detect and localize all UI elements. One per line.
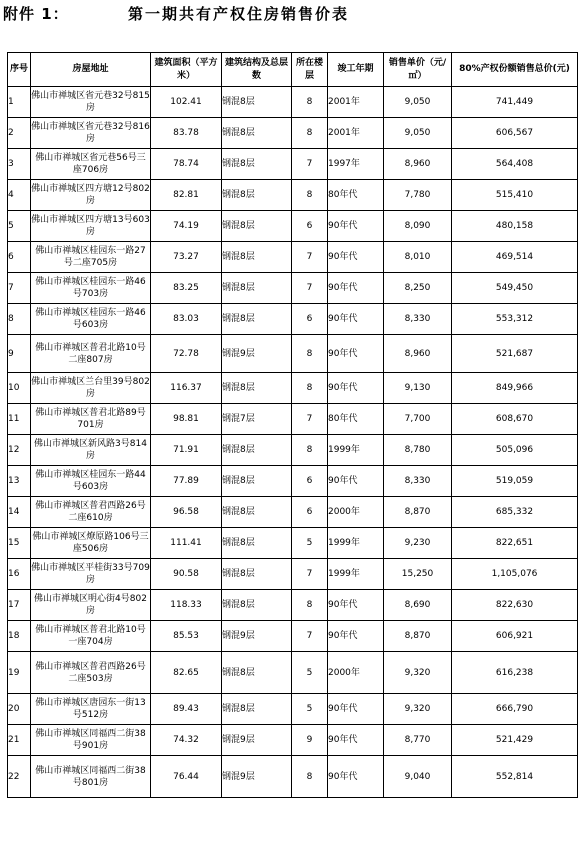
cell-floor: 6 (292, 304, 328, 335)
cell-address: 佛山市禅城区省元巷32号815房 (31, 87, 151, 118)
cell-structure: 钢混8层 (222, 590, 292, 621)
col-header-floor: 所在楼层 (292, 53, 328, 87)
cell-area: 85.53 (151, 621, 222, 652)
table-row (8, 149, 578, 180)
cell-structure: 钢混8层 (222, 652, 292, 694)
cell-total-price: 519,059 (452, 466, 578, 497)
cell-total-price: 849,966 (452, 373, 578, 404)
cell-area: 83.78 (151, 118, 222, 149)
table-row (8, 497, 578, 528)
cell-floor: 7 (292, 149, 328, 180)
table-row (8, 435, 578, 466)
cell-year: 90年代 (328, 725, 384, 756)
cell-total-price: 606,567 (452, 118, 578, 149)
cell-address: 佛山市禅城区燎原路106号三座506房 (31, 528, 151, 559)
cell-index: 7 (8, 273, 31, 304)
cell-area: 82.65 (151, 652, 222, 694)
cell-area: 102.41 (151, 87, 222, 118)
cell-index: 16 (8, 559, 31, 590)
cell-index: 17 (8, 590, 31, 621)
cell-structure: 钢混8层 (222, 559, 292, 590)
cell-area: 74.19 (151, 211, 222, 242)
col-header-index: 序号 (8, 53, 31, 87)
cell-area: 90.58 (151, 559, 222, 590)
cell-index: 20 (8, 694, 31, 725)
cell-unit-price: 8,330 (384, 466, 452, 497)
cell-address: 佛山市禅城区桂园东一路44号603房 (31, 466, 151, 497)
table-row (8, 304, 578, 335)
cell-area: 83.03 (151, 304, 222, 335)
table-row (8, 725, 578, 756)
cell-unit-price: 8,780 (384, 435, 452, 466)
page-title: 第一期共有产权住房销售价表 (128, 5, 350, 23)
cell-structure: 钢混8层 (222, 528, 292, 559)
table-row (8, 559, 578, 590)
cell-area: 73.27 (151, 242, 222, 273)
header-row (8, 53, 578, 87)
cell-floor: 7 (292, 273, 328, 304)
cell-area: 116.37 (151, 373, 222, 404)
cell-address: 佛山市禅城区普君北路89号701房 (31, 404, 151, 435)
cell-unit-price: 7,780 (384, 180, 452, 211)
cell-year: 1999年 (328, 528, 384, 559)
cell-total-price: 616,238 (452, 652, 578, 694)
cell-address: 佛山市禅城区普君北路10号二座807房 (31, 335, 151, 373)
cell-index: 1 (8, 87, 31, 118)
cell-year: 1999年 (328, 559, 384, 590)
cell-floor: 5 (292, 694, 328, 725)
cell-index: 10 (8, 373, 31, 404)
cell-unit-price: 9,130 (384, 373, 452, 404)
cell-total-price: 505,096 (452, 435, 578, 466)
cell-floor: 7 (292, 621, 328, 652)
cell-unit-price: 8,090 (384, 211, 452, 242)
cell-area: 71.91 (151, 435, 222, 466)
cell-address: 佛山市禅城区兰台里39号802房 (31, 373, 151, 404)
cell-year: 1997年 (328, 149, 384, 180)
cell-structure: 钢混8层 (222, 694, 292, 725)
cell-total-price: 741,449 (452, 87, 578, 118)
cell-total-price: 553,312 (452, 304, 578, 335)
cell-total-price: 822,651 (452, 528, 578, 559)
cell-total-price: 666,790 (452, 694, 578, 725)
cell-floor: 8 (292, 435, 328, 466)
table-row (8, 273, 578, 304)
cell-total-price: 564,408 (452, 149, 578, 180)
cell-floor: 8 (292, 118, 328, 149)
cell-address: 佛山市禅城区桂园东一路46号703房 (31, 273, 151, 304)
cell-structure: 钢混8层 (222, 497, 292, 528)
document-header (0, 0, 582, 46)
cell-total-price: 822,630 (452, 590, 578, 621)
cell-total-price: 480,158 (452, 211, 578, 242)
cell-structure: 钢混8层 (222, 373, 292, 404)
cell-area: 83.25 (151, 273, 222, 304)
cell-year: 90年代 (328, 211, 384, 242)
cell-floor: 8 (292, 335, 328, 373)
table-row (8, 211, 578, 242)
cell-address: 佛山市禅城区普君北路10号一座704房 (31, 621, 151, 652)
cell-index: 18 (8, 621, 31, 652)
col-header-structure: 建筑结构及总层数 (222, 53, 292, 87)
cell-floor: 5 (292, 528, 328, 559)
col-header-area: 建筑面积（平方米） (151, 53, 222, 87)
cell-structure: 钢混8层 (222, 118, 292, 149)
cell-index: 15 (8, 528, 31, 559)
cell-address: 佛山市禅城区桂园东一路46号603房 (31, 304, 151, 335)
col-header-unit-price: 销售单价（元/㎡） (384, 53, 452, 87)
cell-structure: 钢混8层 (222, 466, 292, 497)
cell-total-price: 521,687 (452, 335, 578, 373)
cell-area: 118.33 (151, 590, 222, 621)
cell-total-price: 1,105,076 (452, 559, 578, 590)
cell-year: 90年代 (328, 304, 384, 335)
table-body (8, 87, 578, 798)
cell-address: 佛山市禅城区省元巷32号816房 (31, 118, 151, 149)
cell-unit-price: 9,320 (384, 694, 452, 725)
cell-unit-price: 8,010 (384, 242, 452, 273)
cell-index: 4 (8, 180, 31, 211)
cell-area: 111.41 (151, 528, 222, 559)
cell-area: 82.81 (151, 180, 222, 211)
table-header (8, 53, 578, 87)
cell-total-price: 685,332 (452, 497, 578, 528)
cell-year: 2000年 (328, 497, 384, 528)
cell-index: 14 (8, 497, 31, 528)
cell-unit-price: 8,770 (384, 725, 452, 756)
cell-address: 佛山市禅城区新风路3号814房 (31, 435, 151, 466)
cell-unit-price: 9,230 (384, 528, 452, 559)
table-row (8, 621, 578, 652)
cell-structure: 钢混8层 (222, 149, 292, 180)
cell-structure: 钢混7层 (222, 404, 292, 435)
cell-unit-price: 8,690 (384, 590, 452, 621)
cell-address: 佛山市禅城区四方塘12号802房 (31, 180, 151, 211)
cell-floor: 6 (292, 211, 328, 242)
cell-floor: 9 (292, 725, 328, 756)
cell-structure: 钢混8层 (222, 304, 292, 335)
cell-address: 佛山市禅城区明心街4号802房 (31, 590, 151, 621)
cell-area: 98.81 (151, 404, 222, 435)
cell-floor: 7 (292, 242, 328, 273)
cell-unit-price: 15,250 (384, 559, 452, 590)
table-row (8, 694, 578, 725)
table-row (8, 335, 578, 373)
attachment-label: 附件 1： (3, 5, 69, 23)
cell-unit-price: 9,050 (384, 87, 452, 118)
cell-floor: 8 (292, 590, 328, 621)
cell-structure: 钢混8层 (222, 211, 292, 242)
cell-floor: 6 (292, 497, 328, 528)
cell-structure: 钢混8层 (222, 273, 292, 304)
cell-address: 佛山市禅城区省元巷56号三座706房 (31, 149, 151, 180)
cell-area: 74.32 (151, 725, 222, 756)
cell-year: 2001年 (328, 118, 384, 149)
cell-unit-price: 8,960 (384, 335, 452, 373)
cell-unit-price: 8,250 (384, 273, 452, 304)
cell-index: 22 (8, 756, 31, 798)
cell-year: 1999年 (328, 435, 384, 466)
cell-year: 90年代 (328, 335, 384, 373)
cell-unit-price: 8,870 (384, 621, 452, 652)
cell-area: 89.43 (151, 694, 222, 725)
cell-index: 13 (8, 466, 31, 497)
cell-year: 80年代 (328, 404, 384, 435)
cell-structure: 钢混8层 (222, 242, 292, 273)
cell-index: 21 (8, 725, 31, 756)
table-row (8, 466, 578, 497)
cell-address: 佛山市禅城区同福西二街38号801房 (31, 756, 151, 798)
cell-total-price: 521,429 (452, 725, 578, 756)
col-header-address: 房屋地址 (31, 53, 151, 87)
cell-index: 9 (8, 335, 31, 373)
cell-unit-price: 8,330 (384, 304, 452, 335)
cell-year: 90年代 (328, 373, 384, 404)
cell-area: 77.89 (151, 466, 222, 497)
cell-index: 2 (8, 118, 31, 149)
cell-year: 90年代 (328, 273, 384, 304)
cell-year: 90年代 (328, 621, 384, 652)
cell-year: 90年代 (328, 466, 384, 497)
cell-year: 80年代 (328, 180, 384, 211)
table-row (8, 756, 578, 798)
table-row (8, 242, 578, 273)
table-row (8, 118, 578, 149)
cell-floor: 7 (292, 404, 328, 435)
table-row (8, 180, 578, 211)
cell-address: 佛山市禅城区平桂街33号709房 (31, 559, 151, 590)
cell-address: 佛山市禅城区桂园东一路27号二座705房 (31, 242, 151, 273)
price-table (7, 52, 578, 798)
cell-floor: 7 (292, 559, 328, 590)
cell-structure: 钢混8层 (222, 435, 292, 466)
cell-index: 6 (8, 242, 31, 273)
cell-floor: 6 (292, 466, 328, 497)
cell-unit-price: 9,320 (384, 652, 452, 694)
cell-address: 佛山市禅城区普君西路26号二座503房 (31, 652, 151, 694)
cell-floor: 8 (292, 373, 328, 404)
cell-structure: 钢混9层 (222, 756, 292, 798)
table-row (8, 528, 578, 559)
cell-total-price: 552,814 (452, 756, 578, 798)
cell-floor: 8 (292, 87, 328, 118)
cell-address: 佛山市禅城区同福西二街38号901房 (31, 725, 151, 756)
cell-total-price: 549,450 (452, 273, 578, 304)
cell-unit-price: 9,050 (384, 118, 452, 149)
cell-year: 90年代 (328, 756, 384, 798)
cell-unit-price: 8,960 (384, 149, 452, 180)
cell-unit-price: 8,870 (384, 497, 452, 528)
table-row (8, 590, 578, 621)
table-row (8, 87, 578, 118)
cell-index: 5 (8, 211, 31, 242)
cell-unit-price: 7,700 (384, 404, 452, 435)
cell-structure: 钢混9层 (222, 725, 292, 756)
cell-total-price: 469,514 (452, 242, 578, 273)
cell-floor: 5 (292, 652, 328, 694)
cell-unit-price: 9,040 (384, 756, 452, 798)
cell-address: 佛山市禅城区普君西路26号二座610房 (31, 497, 151, 528)
cell-index: 3 (8, 149, 31, 180)
cell-index: 11 (8, 404, 31, 435)
table-row (8, 373, 578, 404)
cell-address: 佛山市禅城区四方塘13号603房 (31, 211, 151, 242)
cell-year: 90年代 (328, 694, 384, 725)
cell-total-price: 515,410 (452, 180, 578, 211)
cell-index: 12 (8, 435, 31, 466)
cell-total-price: 608,670 (452, 404, 578, 435)
table-row (8, 404, 578, 435)
cell-structure: 钢混8层 (222, 87, 292, 118)
cell-year: 2001年 (328, 87, 384, 118)
cell-year: 90年代 (328, 242, 384, 273)
table-row (8, 652, 578, 694)
cell-floor: 8 (292, 756, 328, 798)
cell-area: 96.58 (151, 497, 222, 528)
cell-area: 72.78 (151, 335, 222, 373)
cell-structure: 钢混8层 (222, 180, 292, 211)
cell-area: 78.74 (151, 149, 222, 180)
cell-structure: 钢混9层 (222, 335, 292, 373)
cell-address: 佛山市禅城区唐园东一街13号512房 (31, 694, 151, 725)
cell-floor: 8 (292, 180, 328, 211)
cell-total-price: 606,921 (452, 621, 578, 652)
cell-index: 8 (8, 304, 31, 335)
cell-area: 76.44 (151, 756, 222, 798)
cell-year: 2000年 (328, 652, 384, 694)
col-header-total-price: 80%产权份额销售总价(元) (452, 53, 578, 87)
cell-structure: 钢混9层 (222, 621, 292, 652)
cell-year: 90年代 (328, 590, 384, 621)
cell-index: 19 (8, 652, 31, 694)
col-header-year: 竣工年期 (328, 53, 384, 87)
